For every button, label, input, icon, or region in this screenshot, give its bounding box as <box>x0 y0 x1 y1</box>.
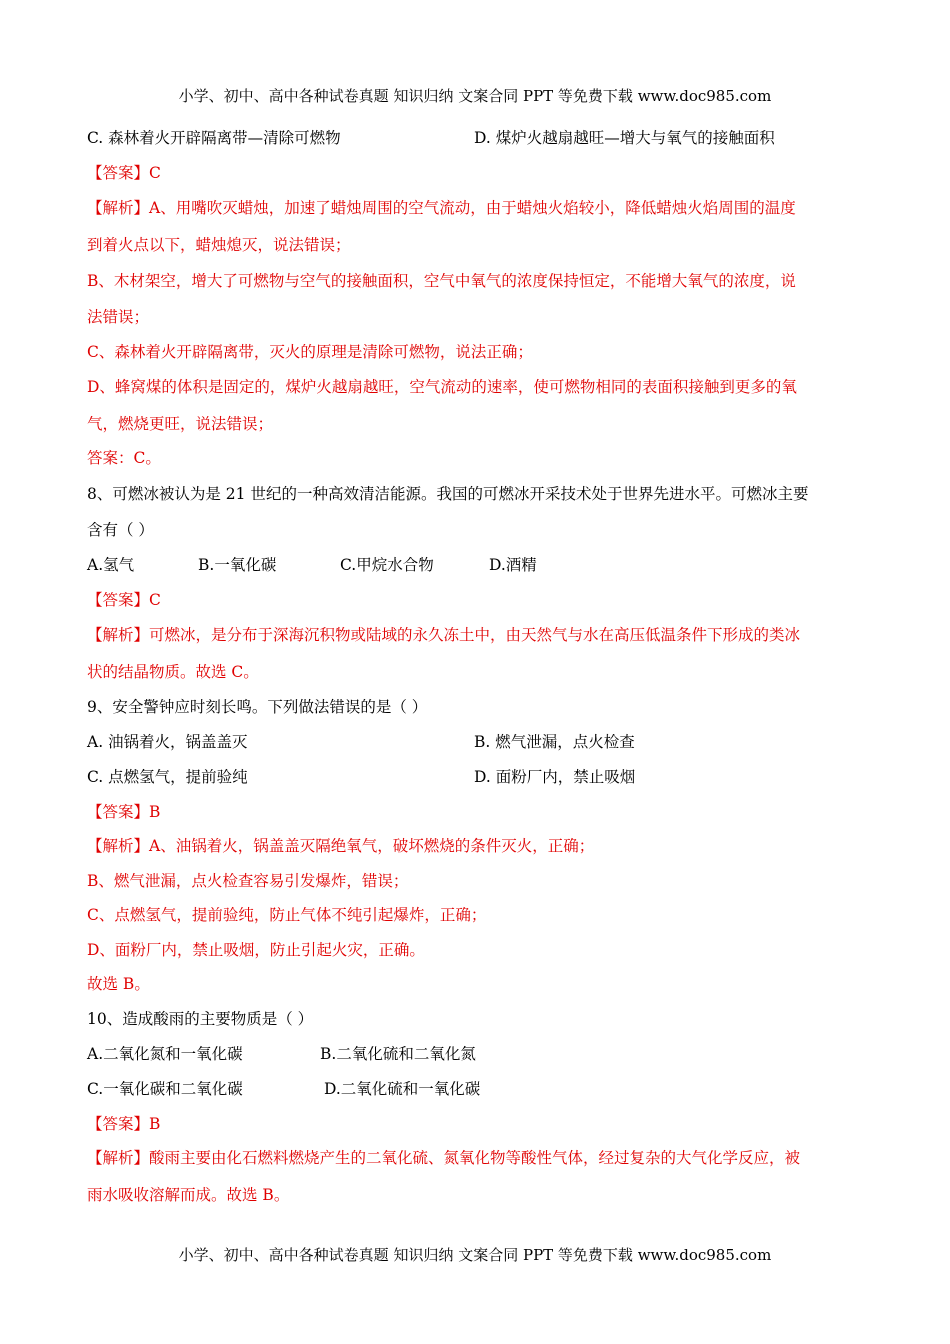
q10-analysis-line: 雨水吸收溶解而成。故选 B。 <box>87 1186 290 1204</box>
q8-stem: 8、可燃冰被认为是 21 世纪的一种高效清洁能源。我国的可燃冰开采技术处于世界先进水平。可燃冰主要 <box>87 485 809 503</box>
q10-option-c: C.一氧化碳和二氧化碳 <box>87 1080 243 1098</box>
q10-option-b: B.二氧化硫和二氧化氮 <box>320 1045 476 1063</box>
q9-analysis-line: 故选 B。 <box>87 975 150 993</box>
q7-analysis-line: 答案：C。 <box>87 449 161 467</box>
q10-stem: 10、造成酸雨的主要物质是（ ） <box>87 1010 314 1028</box>
q8-option-c: C.甲烷水合物 <box>340 556 434 574</box>
q10-option-d: D.二氧化硫和一氧化碳 <box>324 1080 481 1098</box>
q8-analysis-line: 状的结晶物质。故选 C。 <box>87 663 259 681</box>
q9-analysis-line: B、燃气泄漏，点火检查容易引发爆炸，错误； <box>87 872 409 890</box>
q7-option-d: D. 煤炉火越扇越旺—增大与氧气的接触面积 <box>474 129 775 147</box>
q8-answer: 【答案】C <box>87 591 161 609</box>
page-header: 小学、初中、高中各种试卷真题 知识归纳 文案合同 PPT 等免费下载 www.doc985.com <box>178 87 772 105</box>
q8-stem: 含有（ ） <box>87 521 154 539</box>
q9-analysis-line: D、面粉厂内，禁止吸烟，防止引起火灾，正确。 <box>87 941 425 959</box>
q8-option-d: D.酒精 <box>489 556 537 574</box>
q7-option-c: C. 森林着火开辟隔离带—清除可燃物 <box>87 129 341 147</box>
q9-option-c: C. 点燃氢气，提前验纯 <box>87 768 248 786</box>
q7-analysis-line: 到着火点以下，蜡烛熄灭，说法错误； <box>87 236 351 254</box>
q7-analysis-line: D、蜂窝煤的体积是固定的，煤炉火越扇越旺，空气流动的速率，使可燃物相同的表面积接触到更多的氧 <box>87 378 797 396</box>
q9-stem: 9、安全警钟应时刻长鸣。下列做法错误的是（ ） <box>87 698 428 716</box>
q9-analysis-line: C、点燃氢气，提前验纯，防止气体不纯引起爆炸，正确； <box>87 906 487 924</box>
q9-analysis-line: 【解析】A、油锅着火，锅盖盖灭隔绝氧气，破坏燃烧的条件灭火，正确； <box>87 837 595 855</box>
q9-option-d: D. 面粉厂内，禁止吸烟 <box>474 768 636 786</box>
q7-analysis-line: C、森林着火开辟隔离带，灭火的原理是清除可燃物，说法正确； <box>87 343 533 361</box>
q7-analysis-line: 气，燃烧更旺，说法错误； <box>87 415 274 433</box>
q10-answer: 【答案】B <box>87 1115 161 1133</box>
q10-option-a: A.二氧化氮和一氧化碳 <box>87 1045 243 1063</box>
q7-analysis-line: 法错误； <box>87 308 150 326</box>
q10-analysis-line: 【解析】酸雨主要由化石燃料燃烧产生的二氧化硫、氮氧化物等酸性气体，经过复杂的大气化学反应，被 <box>87 1149 801 1167</box>
q8-analysis-line: 【解析】可燃冰，是分布于深海沉积物或陆域的永久冻土中，由天然气与水在高压低温条件下形成的类冰 <box>87 626 801 644</box>
q9-option-b: B. 燃气泄漏，点火检查 <box>474 733 635 751</box>
q7-answer: 【答案】C <box>87 164 161 182</box>
q9-option-a: A. 油锅着火，锅盖盖灭 <box>87 733 248 751</box>
q9-answer: 【答案】B <box>87 803 161 821</box>
q8-option-a: A.氢气 <box>87 556 135 574</box>
q7-analysis-line: 【解析】A、用嘴吹灭蜡烛，加速了蜡烛周围的空气流动，由于蜡烛火焰较小，降低蜡烛火焰周围的温度 <box>87 199 796 217</box>
q8-option-b: B.一氧化碳 <box>198 556 277 574</box>
q7-analysis-line: B、木材架空，增大了可燃物与空气的接触面积，空气中氧气的浓度保持恒定，不能增大氧气的浓度，说 <box>87 272 796 290</box>
page-footer: 小学、初中、高中各种试卷真题 知识归纳 文案合同 PPT 等免费下载 www.doc985.com <box>178 1246 772 1264</box>
